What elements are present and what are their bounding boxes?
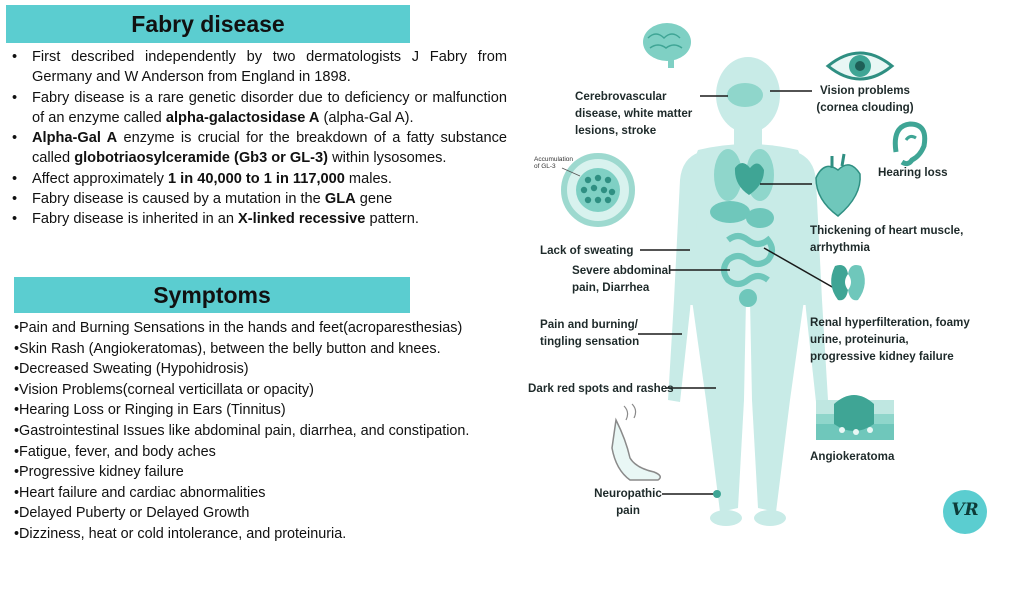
bladder-icon — [739, 289, 757, 307]
intro-item — [10, 128, 507, 169]
intro-item — [10, 88, 507, 129]
label-neuropathic: Neuropathic pain — [594, 487, 662, 517]
label-renal: Renal hyperfilteration, foamy urine, proteinuria, progressive kidney failure — [810, 316, 970, 363]
liver-icon — [710, 201, 750, 223]
intro-item-bold-text: GLA — [324, 191, 356, 208]
intro-item — [10, 47, 507, 88]
intro-item — [10, 189, 507, 209]
intro-item-text: Fabry disease is caused by a mutation in the — [32, 191, 325, 208]
right-foot-shape — [754, 510, 786, 526]
stomach-icon — [746, 208, 774, 228]
label-cerebro: Cerebrovascular disease, white matter lesions, stroke — [575, 90, 693, 137]
symptoms-banner — [14, 277, 410, 313]
symptom-item: •Heart failure and cardiac abnormalities — [14, 484, 266, 501]
intro-item-text: enzyme is crucial for the breakdown of a fatty substance called — [32, 130, 507, 167]
intro-item-text: gene — [355, 191, 393, 208]
page-title: Fabry disease — [131, 10, 285, 37]
intro-list — [10, 47, 507, 230]
intro-item-bold-text: alpha-galactosidase A — [165, 109, 320, 126]
intro-item — [10, 169, 507, 189]
intro-item-bold-text: globotriaosylceramide (Gb3 or GL-3) — [74, 150, 329, 167]
symptom-item: •Hearing Loss or Ringing in Ears (Tinnitus) — [14, 402, 286, 419]
label-angiokeratoma: Angiokeratoma — [810, 450, 895, 463]
label-abdominal: Severe abdominal pain, Diarrhea — [572, 264, 672, 294]
intro-item-bold-text: 1 in 40,000 to 1 in 117,000 — [168, 170, 345, 187]
symptom-item: •Pain and Burning Sensations in the hands and feet(acroparesthesias) — [14, 320, 463, 336]
symptom-item: •Gastrointestinal Issues like abdominal pain, diarrhea, and constipation. — [14, 422, 470, 439]
label-heart: Thickening of heart muscle, arrhythmia — [810, 224, 964, 254]
skin-icon — [816, 395, 894, 440]
brain-in-head-icon — [727, 83, 763, 107]
intro-item-text: Fabry disease is a rare genetic disorder due to deficiency or malfunction of an enzyme called — [32, 89, 507, 126]
label-tingling: Pain and burning/ tingling sensation — [540, 318, 640, 348]
symptom-item: •Fatigue, fever, and body aches — [14, 443, 216, 460]
intro-item-bold-text: Alpha-Gal A — [32, 130, 118, 147]
intro-item-text: (alpha-Gal A). — [319, 109, 414, 126]
intro-item-text: within lysosomes. — [328, 150, 447, 167]
symptom-item: •Vision Problems(corneal verticillata or opacity) — [14, 381, 314, 398]
symptom-item: •Dizziness, heat or cold intolerance, and proteinuria. — [14, 525, 347, 542]
left-leg-shape — [692, 300, 746, 512]
eye-icon — [828, 53, 892, 79]
symptom-item: •Decreased Sweating (Hypohidrosis) — [14, 361, 249, 378]
label-vision: Vision problems (cornea clouding) — [816, 84, 914, 114]
intro-item-text: males. — [344, 170, 392, 187]
label-accumulation: Accumulation of GL-3 — [534, 156, 574, 170]
intro-item-text: Affect approximately — [32, 170, 169, 187]
label-sweating: Lack of sweating — [540, 244, 634, 257]
intro-item-text: Fabry disease is inherited in an — [32, 211, 239, 228]
foot-icon — [612, 404, 660, 480]
intro-item-text: First described independently by two dermatologists J Fabry from Germany and W Anderson from England in 1898. — [32, 49, 507, 86]
label-hearing: Hearing loss — [878, 166, 948, 179]
symptoms-title: Symptoms — [153, 281, 271, 308]
brain-icon — [643, 23, 691, 68]
symptom-item: •Progressive kidney failure — [14, 464, 184, 481]
symptom-item: •Skin Rash (Angiokeratomas), between the belly button and knees. — [14, 340, 441, 357]
intro-item-bold-text: X-linked recessive — [238, 211, 366, 228]
left-foot-shape — [710, 510, 742, 526]
neuropathic-point-icon — [713, 490, 721, 498]
heart-detail-icon — [816, 154, 860, 216]
right-leg-shape — [750, 300, 804, 512]
page-title-banner — [6, 5, 410, 43]
intro-item — [10, 209, 507, 229]
intro-item-text: pattern. — [365, 211, 419, 228]
label-spots: Dark red spots and rashes — [528, 382, 674, 395]
ear-icon — [895, 124, 924, 164]
symptom-item: •Delayed Puberty or Delayed Growth — [14, 505, 250, 522]
symptoms-list — [14, 318, 514, 545]
logo-text: VR — [951, 500, 979, 520]
kidney-icon — [831, 265, 865, 300]
body-diagram — [520, 0, 1024, 593]
